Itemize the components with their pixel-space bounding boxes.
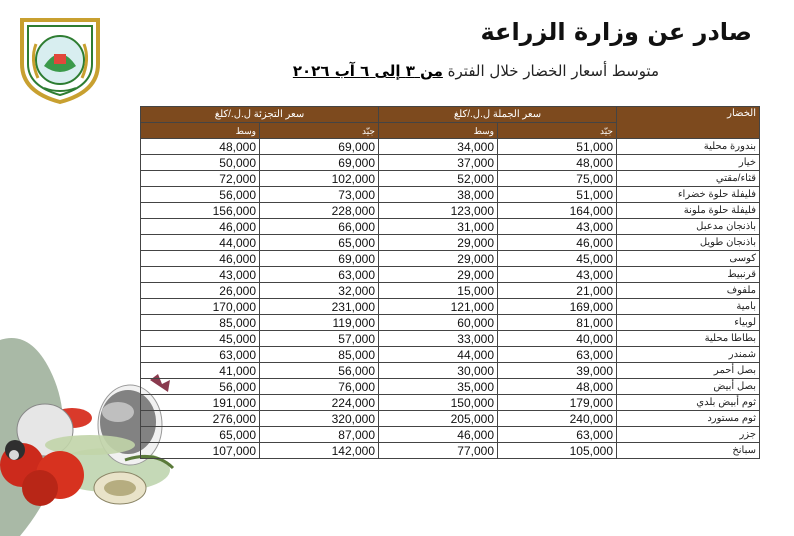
vegetable-name-cell: ملفوف xyxy=(617,283,760,299)
retail-good-cell: 76,000 xyxy=(260,379,379,395)
retail-good-cell: 228,000 xyxy=(260,203,379,219)
vegetable-name-cell: سبانخ xyxy=(617,443,760,459)
wholesale-average-cell: 77,000 xyxy=(379,443,498,459)
retail-good-cell: 56,000 xyxy=(260,363,379,379)
retail-average-cell: 46,000 xyxy=(141,219,260,235)
vegetable-name-cell: قثاء/مقتي xyxy=(617,171,760,187)
vegetable-name-cell: شمندر xyxy=(617,347,760,363)
wholesale-average-cell: 29,000 xyxy=(379,235,498,251)
wholesale-good-cell: 240,000 xyxy=(498,411,617,427)
subheader-wholesale-average: وسط xyxy=(379,123,498,139)
wholesale-good-cell: 43,000 xyxy=(498,219,617,235)
header-wholesale-price: سعر الجملة ل.ل./كلغ xyxy=(379,107,617,123)
wholesale-good-cell: 46,000 xyxy=(498,235,617,251)
vegetable-prices-table xyxy=(140,106,760,459)
vegetable-name-cell: فليفلة حلوة ملونة xyxy=(617,203,760,219)
header-vegetable: الخضار xyxy=(617,107,760,139)
table-row xyxy=(141,363,760,379)
table-row xyxy=(141,315,760,331)
retail-good-cell: 73,000 xyxy=(260,187,379,203)
vegetable-name-cell: ثوم مستورد xyxy=(617,411,760,427)
table-row xyxy=(141,219,760,235)
retail-average-cell: 156,000 xyxy=(141,203,260,219)
retail-average-cell: 46,000 xyxy=(141,251,260,267)
retail-good-cell: 66,000 xyxy=(260,219,379,235)
table-row xyxy=(141,267,760,283)
retail-good-cell: 32,000 xyxy=(260,283,379,299)
wholesale-good-cell: 169,000 xyxy=(498,299,617,315)
wholesale-good-cell: 51,000 xyxy=(498,187,617,203)
wholesale-good-cell: 21,000 xyxy=(498,283,617,299)
table-row xyxy=(141,171,760,187)
retail-good-cell: 85,000 xyxy=(260,347,379,363)
retail-average-cell: 65,000 xyxy=(141,427,260,443)
table-row xyxy=(141,443,760,459)
vegetable-name-cell: بطاطا محلية xyxy=(617,331,760,347)
table-row xyxy=(141,379,760,395)
retail-average-cell: 276,000 xyxy=(141,411,260,427)
retail-good-cell: 102,000 xyxy=(260,171,379,187)
wholesale-average-cell: 37,000 xyxy=(379,155,498,171)
table-row xyxy=(141,235,760,251)
table-row xyxy=(141,203,760,219)
vegetable-name-cell: بصل أبيض xyxy=(617,379,760,395)
table-row xyxy=(141,411,760,427)
retail-average-cell: 107,000 xyxy=(141,443,260,459)
subheader-retail-average: وسط xyxy=(141,123,260,139)
subheader-retail-good: جيّد xyxy=(260,123,379,139)
retail-good-cell: 69,000 xyxy=(260,139,379,155)
vegetable-name-cell: بندورة محلية xyxy=(617,139,760,155)
table-row xyxy=(141,395,760,411)
retail-average-cell: 41,000 xyxy=(141,363,260,379)
wholesale-good-cell: 40,000 xyxy=(498,331,617,347)
vegetable-name-cell: فليفلة حلوة خضراء xyxy=(617,187,760,203)
retail-average-cell: 72,000 xyxy=(141,171,260,187)
table-row xyxy=(141,299,760,315)
retail-average-cell: 26,000 xyxy=(141,283,260,299)
wholesale-average-cell: 15,000 xyxy=(379,283,498,299)
subheader-wholesale-good: جيّد xyxy=(498,123,617,139)
retail-good-cell: 69,000 xyxy=(260,251,379,267)
wholesale-good-cell: 105,000 xyxy=(498,443,617,459)
subtitle-period: من ٣ إلى ٦ آب ٢٠٢٦ xyxy=(292,62,443,80)
table-row xyxy=(141,427,760,443)
table-row xyxy=(141,331,760,347)
retail-good-cell: 63,000 xyxy=(260,267,379,283)
retail-average-cell: 191,000 xyxy=(141,395,260,411)
retail-average-cell: 43,000 xyxy=(141,267,260,283)
wholesale-average-cell: 150,000 xyxy=(379,395,498,411)
vegetable-name-cell: باذنجان طويل xyxy=(617,235,760,251)
table-row xyxy=(141,251,760,267)
table-row xyxy=(141,283,760,299)
vegetable-name-cell: قرنبيط xyxy=(617,267,760,283)
retail-average-cell: 44,000 xyxy=(141,235,260,251)
wholesale-good-cell: 39,000 xyxy=(498,363,617,379)
retail-good-cell: 119,000 xyxy=(260,315,379,331)
subtitle-text: متوسط أسعار الخضار خلال الفترة xyxy=(447,62,659,80)
retail-average-cell: 45,000 xyxy=(141,331,260,347)
header-retail-price: سعر التجزئة ل.ل./كلغ xyxy=(141,107,379,123)
vegetable-name-cell: خيار xyxy=(617,155,760,171)
wholesale-average-cell: 29,000 xyxy=(379,267,498,283)
wholesale-average-cell: 121,000 xyxy=(379,299,498,315)
vegetable-name-cell: جزر xyxy=(617,427,760,443)
retail-average-cell: 63,000 xyxy=(141,347,260,363)
retail-average-cell: 50,000 xyxy=(141,155,260,171)
table-body xyxy=(141,139,760,459)
retail-good-cell: 69,000 xyxy=(260,155,379,171)
table-row xyxy=(141,139,760,155)
retail-average-cell: 56,000 xyxy=(141,187,260,203)
wholesale-average-cell: 205,000 xyxy=(379,411,498,427)
table-row xyxy=(141,187,760,203)
wholesale-average-cell: 34,000 xyxy=(379,139,498,155)
wholesale-good-cell: 48,000 xyxy=(498,155,617,171)
wholesale-good-cell: 75,000 xyxy=(498,171,617,187)
wholesale-good-cell: 45,000 xyxy=(498,251,617,267)
wholesale-good-cell: 63,000 xyxy=(498,427,617,443)
wholesale-average-cell: 52,000 xyxy=(379,171,498,187)
page-title: صادر عن وزارة الزراعة xyxy=(480,18,752,46)
retail-good-cell: 224,000 xyxy=(260,395,379,411)
wholesale-good-cell: 63,000 xyxy=(498,347,617,363)
wholesale-average-cell: 33,000 xyxy=(379,331,498,347)
wholesale-average-cell: 60,000 xyxy=(379,315,498,331)
table-row xyxy=(141,155,760,171)
vegetable-name-cell: بامية xyxy=(617,299,760,315)
wholesale-good-cell: 48,000 xyxy=(498,379,617,395)
wholesale-good-cell: 51,000 xyxy=(498,139,617,155)
retail-good-cell: 231,000 xyxy=(260,299,379,315)
wholesale-good-cell: 179,000 xyxy=(498,395,617,411)
vegetable-name-cell: بصل أحمر xyxy=(617,363,760,379)
wholesale-good-cell: 81,000 xyxy=(498,315,617,331)
retail-average-cell: 170,000 xyxy=(141,299,260,315)
wholesale-average-cell: 123,000 xyxy=(379,203,498,219)
vegetable-name-cell: باذنجان مدعبل xyxy=(617,219,760,235)
wholesale-average-cell: 44,000 xyxy=(379,347,498,363)
wholesale-average-cell: 46,000 xyxy=(379,427,498,443)
retail-good-cell: 57,000 xyxy=(260,331,379,347)
wholesale-average-cell: 35,000 xyxy=(379,379,498,395)
wholesale-average-cell: 31,000 xyxy=(379,219,498,235)
ministry-logo-emblem xyxy=(14,14,106,106)
vegetable-name-cell: لوبياء xyxy=(617,315,760,331)
wholesale-average-cell: 30,000 xyxy=(379,363,498,379)
retail-good-cell: 142,000 xyxy=(260,443,379,459)
retail-good-cell: 65,000 xyxy=(260,235,379,251)
vegetable-name-cell: كوسى xyxy=(617,251,760,267)
wholesale-average-cell: 29,000 xyxy=(379,251,498,267)
retail-average-cell: 56,000 xyxy=(141,379,260,395)
table-row xyxy=(141,347,760,363)
retail-average-cell: 85,000 xyxy=(141,315,260,331)
retail-average-cell: 48,000 xyxy=(141,139,260,155)
vegetable-name-cell: ثوم أبيض بلدي xyxy=(617,395,760,411)
wholesale-average-cell: 38,000 xyxy=(379,187,498,203)
wholesale-good-cell: 164,000 xyxy=(498,203,617,219)
retail-good-cell: 87,000 xyxy=(260,427,379,443)
page-subtitle xyxy=(293,62,659,80)
wholesale-good-cell: 43,000 xyxy=(498,267,617,283)
retail-good-cell: 320,000 xyxy=(260,411,379,427)
